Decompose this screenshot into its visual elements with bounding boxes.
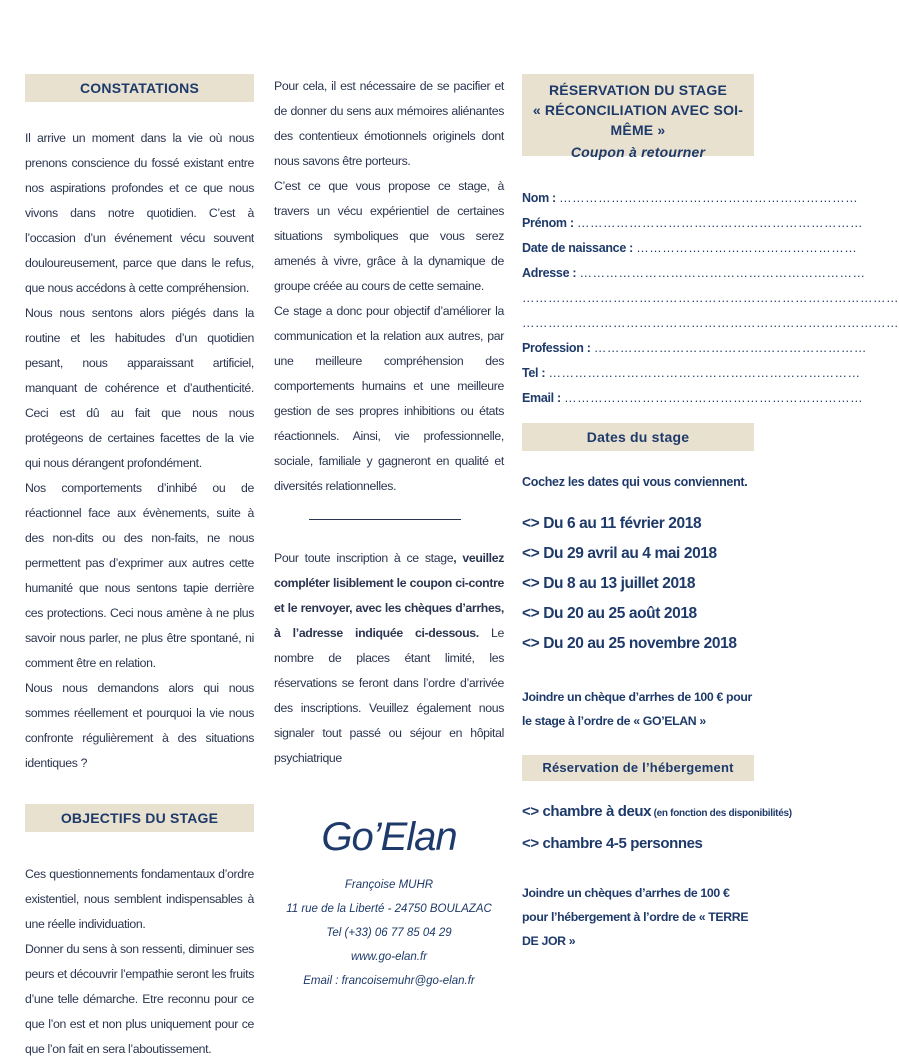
form-row-tel[interactable]: Tel : ……………………………………………………………… bbox=[522, 366, 861, 380]
coupon-subtitle: Coupon à retourner bbox=[570, 144, 706, 160]
dates-intro: Cochez les dates qui vous conviennent. bbox=[522, 475, 748, 489]
date-option[interactable]: <> Du 20 au 25 novembre 2018 bbox=[522, 635, 737, 652]
paragraph: Ce stage a donc pour objectif d’améliorer la communication et la relation aux autres, par une meilleure compréhension des comportements humains et une meilleure gestion de ses propres inhibitions ou états réactionnels. Ainsi, vie professionnelle, sociale, familiale y gagneront en qualité et diversités relationnelles. bbox=[274, 304, 504, 493]
date-option[interactable]: <> Du 8 au 13 juillet 2018 bbox=[522, 575, 696, 592]
contact-name: Françoise MUHR bbox=[344, 879, 434, 891]
paragraph: Donner du sens à son ressenti, diminuer ses peurs et découvrir l’empathie seront les fruits d’une telle démarche. Etre reconnu pour ce que l’on est et non plus uniquement pour ce que l’on fait en sera l’aboutissement. bbox=[25, 942, 254, 1056]
objectifs-text bbox=[25, 862, 254, 1062]
reservation-header bbox=[522, 74, 754, 160]
stage-deposit-note: Joindre un chèque d’arrhes de 100 € pour le stage à l’ordre de « GO’ELAN » bbox=[522, 690, 752, 728]
paragraph: Nos comportements d’inhibé ou de réactionnel face aux évènements, suite à des non-dits ou des non-faits, ne nous permettent pas d’exprimer aux autres cette humanité que nous sentons tapie derrière ces protections. Ceci nous amène à ne plus savoir nous parler, ne plus être spontané, ni comment être en relation. bbox=[25, 481, 254, 670]
constatations-text bbox=[25, 126, 254, 776]
logo-text: Go’Elan bbox=[321, 815, 457, 859]
go-elan-logo bbox=[274, 815, 504, 859]
paragraph: Nous nous sentons alors piégés dans la routine et les habitudes d’un quotidien pesant, nous apparaissant artificiel, manquant de cohérence et d’authenticité. Ceci est dû au fait que nous nous protégeons de certaines facettes de la vie qui nous dérangent profondément. bbox=[25, 306, 254, 470]
separator-line bbox=[309, 519, 461, 520]
dates-list bbox=[522, 509, 754, 659]
column-middle bbox=[274, 74, 504, 993]
hebergement-list bbox=[522, 797, 792, 859]
section-title-dates: Dates du stage bbox=[522, 423, 754, 451]
section-title-hebergement: Réservation de l’hébergement bbox=[522, 755, 754, 781]
contact-email[interactable]: Email : francoisemuhr@go-elan.fr bbox=[303, 975, 475, 987]
date-option[interactable]: <> Du 6 au 11 février 2018 bbox=[522, 515, 702, 532]
reservation-title: RÉSERVATION DU STAGE bbox=[549, 82, 727, 98]
section-title-constatations: CONSTATATIONS bbox=[25, 74, 254, 102]
stage-description bbox=[274, 74, 504, 499]
date-option[interactable]: <> Du 29 avril au 4 mai 2018 bbox=[522, 545, 717, 562]
hebergement-option-dorm[interactable]: <> chambre 4-5 personnes bbox=[522, 835, 703, 852]
contact-phone: Tel (+33) 06 77 85 04 29 bbox=[326, 927, 452, 939]
inscription-instructions: , veuillez compléter lisiblement le coupon ci-contre et le renvoyer, avec les chèques d’arrhes, à l’adresse indiquée ci-dessous. bbox=[274, 551, 504, 640]
paragraph: Nous nous demandons alors qui nous sommes réellement et pourquoi la vie nous confronte régulièrement à des situations identiques ? bbox=[25, 681, 254, 770]
inscription-start: Pour toute inscription à ce stage bbox=[274, 551, 454, 565]
paragraph: Il arrive un moment dans la vie où nous prenons conscience du fossé existant entre nos aspirations profondes et ce que nous vivons dans notre quotidien. C’est à l’occasion d’un événement vécu souvent douloureusement, parce que dans le refus, que nous accédons à cette compréhension. bbox=[25, 131, 254, 295]
form-row-nom[interactable]: Nom : …………………………………………………………… bbox=[522, 191, 859, 205]
column-right bbox=[522, 74, 899, 953]
form-row-prenom[interactable]: Prénom : ………………………………………………………… bbox=[522, 216, 863, 230]
inscription-text bbox=[274, 546, 504, 771]
hebergement-option-double[interactable]: <> chambre à deux (en fonction des disponibilités) bbox=[522, 803, 792, 820]
date-option[interactable]: <> Du 20 au 25 août 2018 bbox=[522, 605, 697, 622]
form-row-email[interactable]: Email : …………………………………………………………… bbox=[522, 391, 864, 405]
form-row-date-naissance[interactable]: Date de naissance : …………………………………………… bbox=[522, 241, 858, 255]
stage-name: « RÉCONCILIATION AVEC SOI-MÊME » bbox=[532, 102, 744, 138]
form-row-adresse-3[interactable]: …………………………………………………………………………… bbox=[522, 316, 899, 330]
paragraph: Pour cela, il est nécessaire de se pacifier et de donner du sens aux mémoires aliénantes des contentieux émotionnels originels dont nous savons être porteurs. bbox=[274, 79, 504, 168]
hebergement-deposit-note: Joindre un chèques d’arrhes de 100 € pour l’hébergement à l’ordre de « TERRE DE JOR » bbox=[522, 886, 749, 948]
contact-address: 11 rue de la Liberté - 24750 BOULAZAC bbox=[286, 903, 492, 915]
section-title-objectifs: OBJECTIFS DU STAGE bbox=[25, 804, 254, 832]
paragraph: C’est ce que vous propose ce stage, à travers un vécu expérientiel de certaines situations symboliques que vous serez amenés à vivre, grâce à la dynamique de groupe créée au cours de cette semaine. bbox=[274, 179, 504, 293]
paragraph: Ces questionnements fondamentaux d’ordre existentiel, nous semblent indispensables à une réelle individuation. bbox=[25, 867, 254, 931]
form-row-adresse-2[interactable]: …………………………………………………………………………… bbox=[522, 291, 899, 305]
form-row-profession[interactable]: Profession : ……………………………………………………… bbox=[522, 341, 867, 355]
form-row-adresse[interactable]: Adresse : ………………………………………………………… bbox=[522, 266, 866, 280]
column-left bbox=[25, 74, 254, 1062]
inscription-end: Le nombre de places étant limité, les réservations se feront dans l’ordre d’arrivée des inscriptions. Veuillez également nous signaler tout passé ou séjour en hôpital psychiatrique bbox=[274, 626, 505, 765]
contact-website[interactable]: www.go-elan.fr bbox=[350, 951, 428, 963]
reservation-form bbox=[522, 186, 899, 411]
